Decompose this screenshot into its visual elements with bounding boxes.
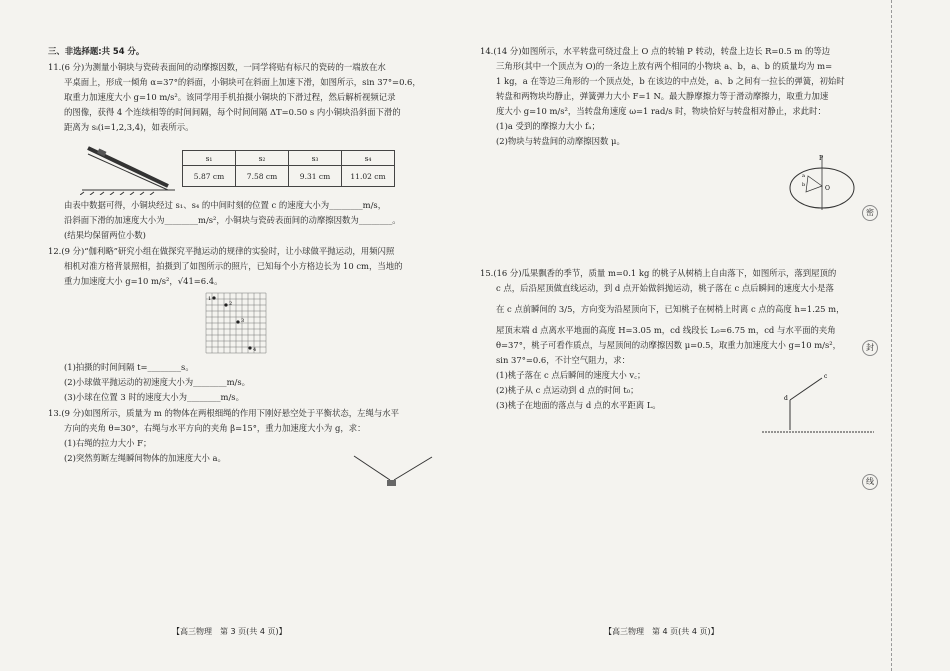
q15-line-5: θ=37°，桃子可看作质点，与屋顶间的动摩擦因数 μ=0.5，取重力加速度大小 g=10 m/s²， — [496, 340, 841, 350]
point-2-dot — [224, 303, 227, 306]
q14-line-6: (1)a 受到的摩擦力大小 fₐ； — [496, 121, 600, 131]
q14-line-7: (2)物块与转盘间的动摩擦因数 μ。 — [496, 136, 625, 146]
distance-table — [182, 150, 395, 187]
q15-line-3: 在 c 点前瞬间的 3/5，方向变为沿屋顶向下，已知桃子在树梢上时离 c 点的高度 h=1.25 m， — [496, 304, 845, 314]
right-page — [470, 0, 880, 671]
header-s1: s₁ — [183, 151, 236, 166]
q13-line-4: (2)突然剪断左绳瞬间物体的加速度大小 a。 — [64, 453, 226, 463]
seal-xian: 线 — [862, 474, 878, 490]
q14-line-2: 三角形(其中一个顶点为 O)的一条边上放有两个相同的小物块 a、b，a、b 的质量均为 m= — [496, 61, 833, 71]
q15-line-7: (1)桃子落在 c 点后瞬间的速度大小 v꜀； — [496, 370, 646, 380]
point-1-dot — [212, 296, 215, 299]
point-c-label: c — [824, 373, 828, 380]
value-s1: 5.87 cm — [183, 166, 236, 187]
seal-mi: 密 — [862, 205, 878, 221]
q12-line-3: 重力加速度大小 g=10 m/s²，√41=6.4。 — [64, 276, 223, 286]
q12-sub-3: (3)小球在位置 3 时的速度大小为________m/s。 — [64, 392, 244, 402]
center-label-o: O — [825, 185, 830, 192]
q15-line-8: (2)桃子从 c 点运动到 d 点的时间 t₀； — [496, 385, 639, 395]
q13-line-1: 13.(9 分)如图所示，质量为 m 的物体在两根细绳的作用下刚好悬空处于平衡状态，左绳与水平 — [48, 408, 399, 418]
q11-after-3: (结果均保留两位小数) — [64, 230, 146, 240]
block-label-a: a — [802, 173, 805, 179]
point-3-label: 3 — [241, 318, 245, 324]
q15-line-9: (3)桃子在地面的落点与 d 点的水平距离 L。 — [496, 400, 661, 410]
point-4-label: 4 — [253, 347, 257, 353]
q11-line-1: 11.(6 分)为测量小铜块与瓷砖表面间的动摩擦因数，一同学将贴有标尺的瓷砖的一端放在水 — [48, 62, 386, 72]
q11-after-2: 沿斜面下滑的加速度大小为________m/s²，小铜块与瓷砖表面间的动摩擦因数为________。 — [64, 215, 401, 225]
point-2-label: 2 — [229, 301, 233, 307]
point-1-label: 1 — [208, 296, 212, 302]
seal-feng: 封 — [862, 340, 878, 356]
q15-line-4: 屋顶末端 d 点离水平地面的高度 H=3.05 m，cd 线段长 L₀=6.75 m，cd 与水平面的夹角 — [496, 325, 836, 335]
q12-line-1: 12.(9 分)“伽利略”研究小组在做探究平抛运动的规律的实验时，让小球做平抛运动，用频闪照 — [48, 246, 395, 256]
q15-line-6: sin 37°=0.6，不计空气阻力，求： — [496, 355, 630, 365]
value-s4: 11.02 cm — [342, 166, 395, 187]
q15-line-1: 15.(16 分)瓜果飘香的季节，质量 m=0.1 kg 的桃子从树梢上自由落下，如图所示，落到屋顶的 — [480, 268, 837, 278]
q11-after-1: 由表中数据可得，小铜块经过 s₁、s₄ 的中间时刻的位置 c 的速度大小为________m/s， — [64, 200, 387, 210]
q14-line-5: 度大小 g=10 m/s²，当转盘角速度 ω=1 rad/s 时，物块恰好与转盘相对静止，求此时： — [496, 106, 826, 116]
q13-line-3: (1)右绳的拉力大小 F； — [64, 438, 152, 448]
section-title: 三、非选择题:共 54 分。 — [48, 46, 145, 56]
q12-line-2: 相机对准方格背景照相，拍摄到了如图所示的照片，已知每个小方格边长为 10 cm，当地的 — [64, 261, 403, 271]
table-value-row — [183, 166, 395, 187]
axis-label-p: P — [819, 155, 824, 162]
roof-figure — [762, 370, 877, 440]
q12-sub-2: (2)小球做平抛运动的初速度大小为________m/s。 — [64, 377, 251, 387]
q11-line-2: 平桌面上，形成一倾角 α=37°的斜面，小铜块可在斜面上加速下滑，如图所示，sin 37°=0.6， — [64, 77, 421, 87]
binding-line — [891, 0, 892, 671]
header-s2: s₂ — [236, 151, 289, 166]
header-s4: s₄ — [342, 151, 395, 166]
rope-figure — [352, 454, 434, 488]
q14-line-4: 转盘和两物块均静止，弹簧弹力大小 F=1 N。最大静摩擦力等于滑动摩擦力，取重力加速 — [496, 91, 829, 101]
q11-line-5: 距离为 sᵢ(i=1,2,3,4)，如表所示。 — [64, 122, 194, 132]
block-label-b: b — [802, 182, 806, 188]
q12-sub-1: (1)拍摄的时间间隔 t=________s。 — [64, 362, 194, 372]
table-header-row — [183, 151, 395, 166]
projectile-grid-figure — [205, 292, 267, 356]
q14-line-3: 1 kg，a 在等边三角形的一个顶点处，b 在该边的中点处，a、b 之间有一拉长的弹簧，初始时 — [496, 76, 845, 86]
turntable-figure — [788, 152, 858, 214]
value-s2: 7.58 cm — [236, 166, 289, 187]
point-3-dot — [236, 320, 239, 323]
point-4-dot — [248, 346, 251, 349]
hanging-mass — [387, 480, 396, 486]
q13-line-2: 方向的夹角 θ=30°，右绳与水平方向的夹角 β=15°，重力加速度大小为 g，求： — [64, 423, 366, 433]
incline-figure — [80, 140, 180, 195]
point-d-label: d — [784, 395, 788, 402]
q11-line-3: 取重力加速度大小 g=10 m/s²。该同学用手机拍摄小铜块的下滑过程，然后解析视频记录 — [64, 92, 396, 102]
header-s3: s₃ — [289, 151, 342, 166]
left-page — [0, 0, 470, 671]
q14-line-1: 14.(14 分)如图所示，水平转盘可绕过盘上 O 点的转轴 P 转动，转盘上边长 R=0.5 m 的等边 — [480, 46, 831, 56]
footer-page-3: 【高三物理 第 3 页(共 4 页)】 — [172, 627, 287, 636]
value-s3: 9.31 cm — [289, 166, 342, 187]
footer-page-4: 【高三物理 第 4 页(共 4 页)】 — [604, 627, 719, 636]
q11-line-4: 的图像，获得 4 个连续相等的时间间隔，每个时间间隔 ΔT=0.50 s 内小铜块沿斜面下滑的 — [64, 107, 401, 117]
q15-line-2: c 点，后沿屋顶做直线运动，到 d 点开始做斜抛运动，桃子落在 c 点后瞬间的速度大小是落 — [496, 283, 834, 293]
